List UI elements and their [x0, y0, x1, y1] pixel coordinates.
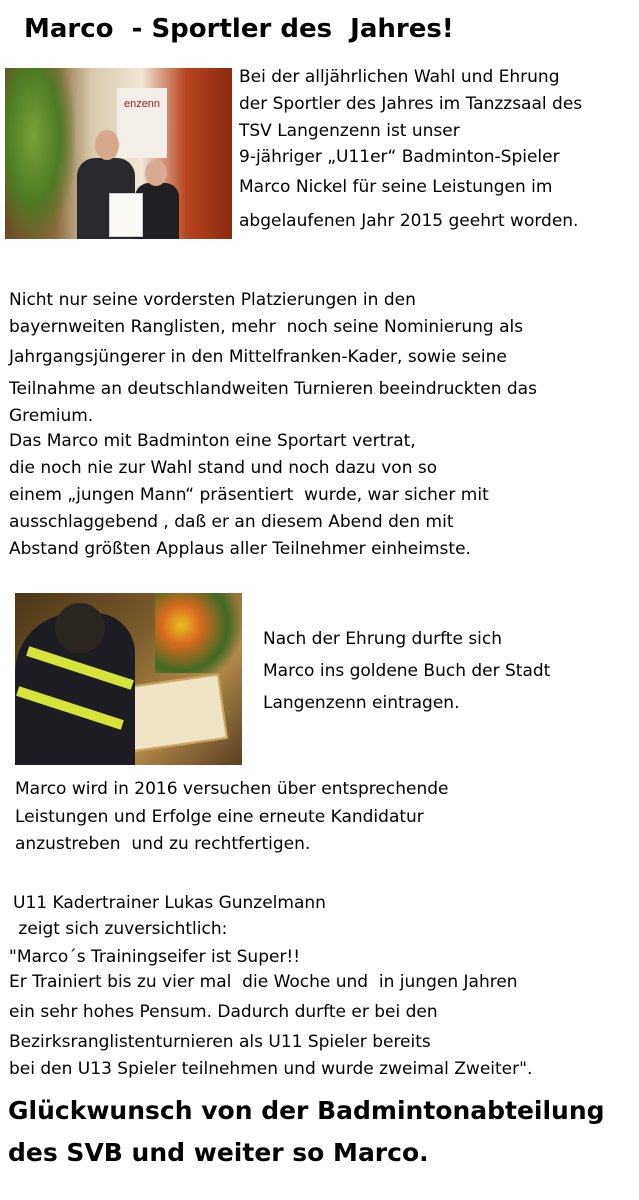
page-title: Marco - Sportler des Jahres!	[24, 14, 454, 44]
signing-person-head	[55, 603, 105, 653]
closing-line: des SVB und weiter so Marco.	[8, 1138, 429, 1167]
presenter-head	[95, 130, 119, 160]
trainer-line: "Marco´s Trainingseifer ist Super!!	[9, 947, 301, 967]
book-line: Nach der Ehrung durfte sich	[263, 629, 503, 649]
plan-line: Leistungen und Erfolge eine erneute Kandidatur	[15, 807, 424, 827]
body-line: ausschlaggebend , daß er an diesem Abend den mit	[9, 512, 454, 532]
trainer-line: Er Trainiert bis zu vier mal die Woche und in jungen Jahren	[9, 972, 518, 992]
trainer-line: U11 Kadertrainer Lukas Gunzelmann	[13, 893, 326, 913]
athlete-head	[145, 160, 167, 186]
closing-line: Glückwunsch von der Badmintonabteilung	[8, 1096, 605, 1125]
body-line: Nicht nur seine vordersten Platzierungen in den	[9, 290, 416, 310]
book-line: Marco ins goldene Buch der Stadt	[263, 661, 551, 681]
body-line: Abstand größten Applaus aller Teilnehmer einheimste.	[9, 539, 471, 559]
intro-line: der Sportler des Jahres im Tanzzsaal des	[239, 94, 583, 114]
trainer-line: ein sehr hohes Pensum. Dadurch durfte er bei den	[9, 1002, 438, 1022]
body-line: Jahrgangsjüngerer in den Mittelfranken-Kader, sowie seine	[9, 347, 507, 367]
trainer-line: bei den U13 Spieler teilnehmen und wurde zweimal Zweiter".	[9, 1059, 533, 1079]
plan-line: Marco wird in 2016 versuchen über entsprechende	[15, 779, 449, 799]
award-ceremony-photo	[5, 68, 232, 239]
golden-book-photo	[15, 593, 242, 765]
body-line: einem „jungen Mann“ präsentiert wurde, war sicher mit	[9, 485, 489, 505]
intro-line: Bei der alljährlichen Wahl und Ehrung	[239, 67, 560, 87]
banner-text: enzenn	[123, 98, 161, 110]
flowers	[155, 593, 242, 673]
trainer-line: zeigt sich zuversichtlich:	[13, 919, 228, 939]
intro-line: Marco Nickel für seine Leistungen im	[239, 177, 553, 197]
plan-line: anzustreben und zu rechtfertigen.	[15, 834, 311, 854]
trainer-line: Bezirksranglistenturnieren als U11 Spieler bereits	[9, 1032, 431, 1052]
intro-line: 9-jähriger „U11er“ Badminton-Spieler	[239, 147, 560, 167]
body-line: Gremium.	[9, 406, 94, 426]
intro-line: TSV Langenzenn ist unser	[239, 121, 460, 141]
plant	[5, 68, 75, 239]
intro-line: abgelaufenen Jahr 2015 geehrt worden.	[239, 211, 579, 231]
certificate	[109, 193, 143, 237]
body-line: Das Marco mit Badminton eine Sportart vertrat,	[9, 431, 416, 451]
body-line: bayernweiten Ranglisten, mehr noch seine Nominierung als	[9, 317, 524, 337]
body-line: die noch nie zur Wahl stand und noch dazu von so	[9, 458, 438, 478]
book-line: Langenzenn eintragen.	[263, 693, 460, 713]
body-line: Teilnahme an deutschlandweiten Turnieren beeindruckten das	[9, 379, 537, 399]
